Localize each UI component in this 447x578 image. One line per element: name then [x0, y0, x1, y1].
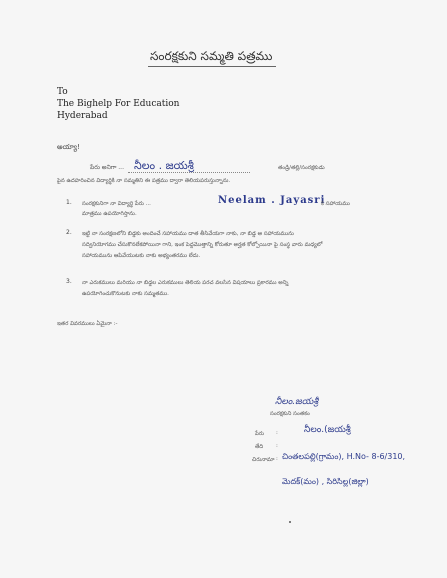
signature-label: సంరక్షకుని సంతకం	[270, 411, 310, 417]
item2-text-line3: సహాయమును ఆపివేయుటకు నాకు అభ్యంతరము లేదు.	[82, 253, 201, 259]
item3-text-line2: ఉపయోగించుకొనుటకు నాకు సమ్మతము.	[82, 291, 169, 297]
address-line1-handwritten: చింతలపల్లి(గ్రామం), H.No- 8-6/310,	[282, 452, 406, 461]
item3-number: 3.	[66, 278, 72, 285]
field-name-label: పేరు	[255, 431, 265, 437]
field-address-colon: :	[276, 456, 278, 462]
item3-text-line1: నా ఎరుకములు మరియు నా బిడ్డల ఎరుకములు తెలియ పరచ వలసిన విషయాలు ప్రకారము అన్ని	[82, 280, 289, 286]
relation-label: తండ్రి/తల్లి/సంరక్షకుడు	[278, 165, 325, 171]
recipient-city: Hyderabad	[57, 111, 108, 121]
signature-scribble: నీలం.జయశ్రీ	[275, 397, 319, 407]
document-title: సంరక్షకుని సమ్మతి పత్రము	[150, 49, 273, 63]
item2-number: 2.	[66, 229, 72, 236]
item1-text: సంరక్షకునిగా నా విద్యార్థి పేరు ...	[82, 201, 151, 207]
recipient-org: The Bighelp For Education	[57, 99, 180, 109]
field-name-colon: :	[276, 430, 278, 436]
signer-name-handwritten: నీలం.(జయశ్రీ	[304, 425, 351, 435]
name-label: పేరు అనిగా ...	[90, 164, 124, 171]
item1-child-name-handwritten: Neelam . Jayasri	[218, 195, 326, 206]
stray-dot	[289, 521, 291, 523]
item1-text-end: కి సహాయము	[321, 201, 350, 207]
field-date-label: తేది	[255, 444, 264, 450]
intro-text: పైన ఉదహరించిన విద్యార్థికి నా సమ్మతిని ఈ పత్రము ద్వారా తెలియపరుస్తున్నాను.	[57, 178, 231, 184]
to-label: To	[57, 87, 68, 97]
item2-text-line1: ఇట్టి నా సంరక్షణలోని బిడ్డకు అందించే సహాయము దాత తీసివేయగా నాకు, నా బిడ్డ ఆ సహాయమును	[82, 231, 294, 237]
other-details-label: ఇతర వివరములు ఏమైనా :-	[57, 321, 118, 327]
field-address-label: చిరునామా	[252, 457, 275, 463]
field-date-colon: :	[276, 443, 278, 449]
item2-text-line2: సద్వినియోగము చేసుకొనలేకపోయినా గాని, ఇంక పెద్దమొత్తాన్ని కోరుతూ అర్హత కోల్పోయినా పై సంస్థ వారు మధ్యలో	[82, 242, 323, 248]
title-underline	[148, 66, 276, 67]
item1-text-line2: మాత్రము ఉపయోగిస్తాను.	[82, 211, 137, 217]
address-line2-handwritten: మెదక్(మం) , సిరిసిల్ల(జిల్లా)	[282, 477, 369, 486]
salutation: అయ్యా!	[57, 143, 80, 151]
name-handwritten: నీలం . జయశ్రీ	[134, 159, 194, 172]
name-dotted-line	[128, 172, 250, 173]
item1-number: 1.	[66, 199, 72, 206]
